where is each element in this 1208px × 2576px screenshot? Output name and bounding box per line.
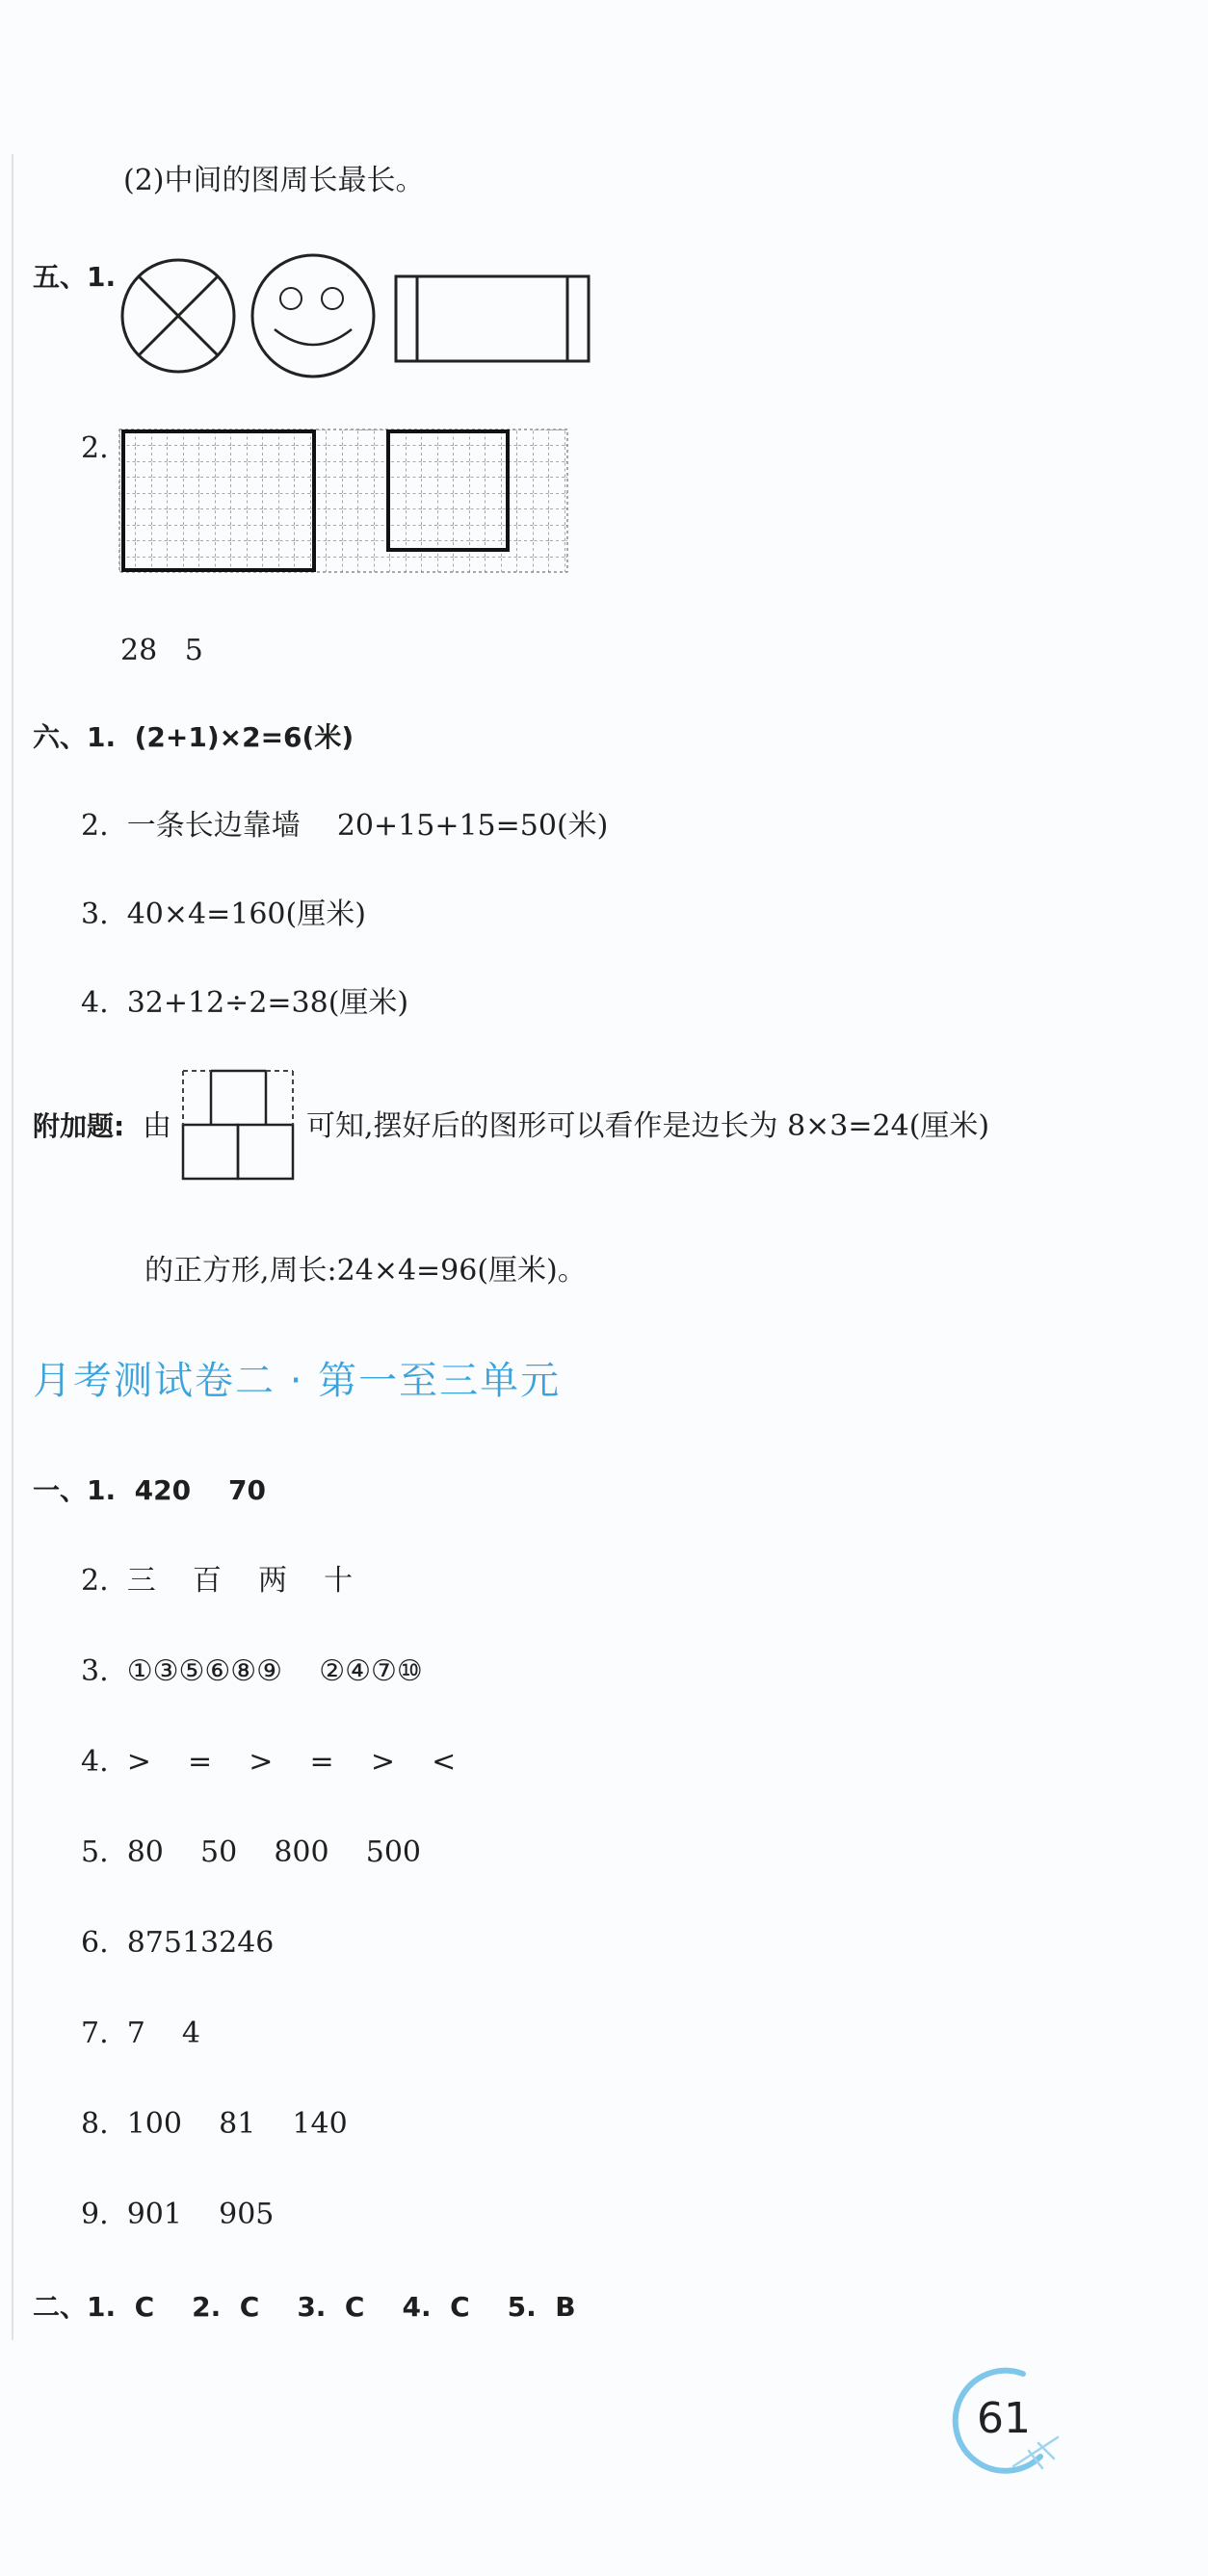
section-title: 月考测试卷二 · 第一至三单元	[33, 1359, 562, 1403]
line-perimeter-longest: (2)中间的图周长最长。	[123, 164, 425, 197]
grid-figure	[116, 424, 578, 587]
extra-question-text: 可知,摆好后的图形可以看作是边长为 8×3=24(厘米)	[306, 1109, 990, 1143]
part2-answers: 二、1. C 2. C 3. C 4. C 5. B	[33, 2291, 576, 2323]
part1-q5: 5. 80 50 800 500	[81, 1835, 421, 1869]
part1-q1: 一、1. 420 70	[33, 1474, 267, 1506]
part1-q2: 2. 三 百 两 十	[81, 1564, 354, 1598]
section-6-q4: 4. 32+12÷2=38(厘米)	[81, 986, 409, 1020]
section-6-q3: 3. 40×4=160(厘米)	[81, 898, 366, 931]
part1-q9: 9. 901 905	[81, 2198, 275, 2231]
section-6-q2: 2. 一条长边靠墙 20+15+15=50(米)	[81, 809, 609, 843]
part1-q3: 3. ①③⑤⑥⑧⑨ ②④⑦⑩	[81, 1654, 423, 1688]
smiley-face	[252, 255, 374, 377]
drawn-shapes-figure	[120, 252, 612, 387]
rearranged-squares-figure	[179, 1067, 297, 1183]
part1-q6: 6. 87513246	[81, 1926, 275, 1960]
section-5-q2-label: 2.	[81, 431, 109, 465]
section-5-answers: 28 5	[120, 634, 203, 667]
extra-question-you: 由	[143, 1109, 171, 1143]
rectangle-shape	[396, 276, 589, 361]
part1-q7: 7. 7 4	[81, 2017, 201, 2050]
circle-with-cross	[122, 260, 234, 372]
section-5-label: 五、1.	[33, 261, 117, 293]
margin-line	[12, 154, 13, 2340]
page-number: 61	[977, 2394, 1031, 2443]
part1-q4: 4. > = > = > <	[81, 1745, 457, 1779]
extra-question-label: 附加题:	[33, 1110, 125, 1142]
part1-q8: 8. 100 81 140	[81, 2107, 348, 2141]
extra-question-text-2: 的正方形,周长:24×4=96(厘米)。	[144, 1254, 587, 1288]
section-6-q1: 六、1. (2+1)×2=6(米)	[33, 721, 355, 753]
